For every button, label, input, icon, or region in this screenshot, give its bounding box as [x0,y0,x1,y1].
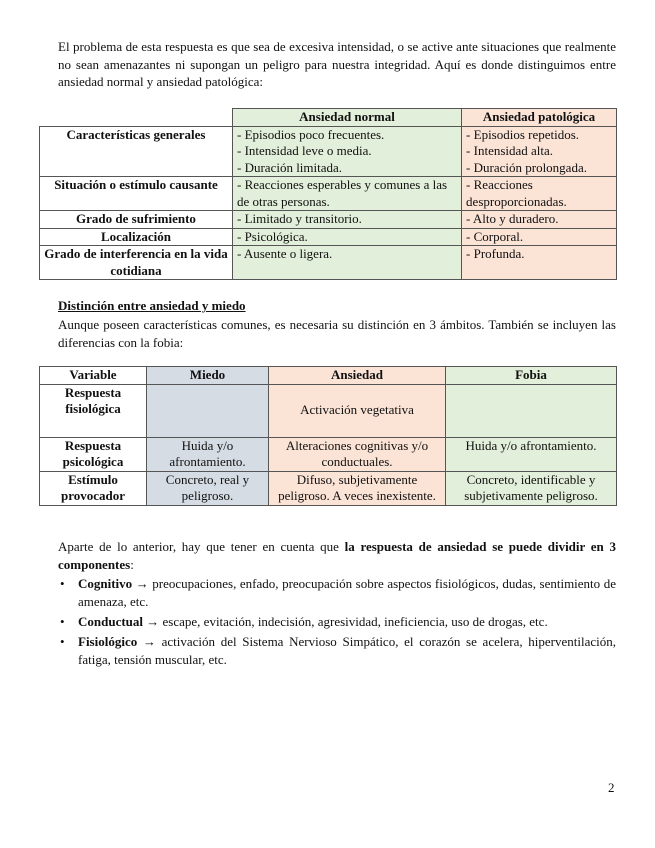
patologica-cell [462,126,617,177]
row-label: Situación o estímulo causante [40,177,233,211]
header-patologica: Ansiedad patológica [462,109,617,127]
normal-cell: - Psicológica. [233,228,462,246]
components-list [58,575,616,671]
component-name: Cognitivo [78,576,133,591]
table-row [40,228,617,246]
components-intro [58,538,616,573]
components-intro-bold: la respuesta de ansiedad se puede dividir en 3 componentes [58,539,616,572]
row-label: Características generales [40,126,233,177]
header-fobia: Fobia [446,367,617,385]
list-item [58,633,616,669]
header-miedo: Miedo [147,367,269,385]
component-name: Conductual [78,614,144,629]
ansiedad-cell: Difuso, subjetivamente peligroso. A veces inexistente. [269,471,446,505]
bullet-icon: • [60,614,65,629]
anxiety-comparison-table [39,108,617,280]
table-row [40,177,617,211]
table-row [40,471,617,505]
row-label: Grado de interferencia en la vida cotidiana [40,246,233,280]
normal-cell [233,126,462,177]
cell-line: - Duración limitada. [237,159,343,175]
row-label: Respuesta psicológica [40,437,147,471]
arrow-icon: → [135,576,149,591]
miedo-cell: Huida y/o afrontamiento. [147,437,269,471]
miedo-cell: Concreto, real y peligroso. [147,471,269,505]
components-intro-end: : [130,556,134,572]
cell-line: - Duración prolongada. [466,159,587,175]
normal-cell: - Reacciones esperables y comunes a las de otras personas. [233,177,462,211]
component-text: activación del Sistema Nervioso Simpático, el corazón se acelera, hiperventilación, fatiga, tensión muscular, etc. [78,634,617,667]
cell-line: - Intensidad alta. [466,143,554,158]
component-name: Fisiológico [78,634,138,649]
component-text: escape, evitación, indecisión, agresividad, ineficiencia, uso de drogas, etc. [159,614,548,629]
patologica-cell: - Reacciones desproporcionadas. [462,177,617,211]
arrow-icon: → [146,614,160,629]
table-row [40,211,617,229]
bullet-icon: • [60,576,65,591]
ansiedad-cell: Alteraciones cognitivas y/o conductuales. [269,437,446,471]
header-ansiedad: Ansiedad [269,367,446,385]
table-row [40,384,617,437]
components-intro-plain: Aparte de lo anterior, hay que tener en cuenta que [58,539,345,554]
miedo-cell [147,384,269,437]
normal-cell: - Limitado y transitorio. [233,211,462,229]
list-item [58,575,616,611]
fobia-cell: Concreto, identificable y subjetivamente peligroso. [446,471,617,505]
bullet-icon: • [60,634,65,649]
section-paragraph: Aunque poseen características comunes, es necesaria su distinción en 3 ámbitos. También se incluyen las diferencias con la fobia: [58,317,616,350]
cell-line: - Intensidad leve o media. [237,143,372,158]
normal-cell: - Ausente o ligera. [233,246,462,280]
row-label: Respuesta fisiológica [40,384,147,437]
cell-line: - Episodios repetidos. [466,126,580,142]
arrow-icon: → [142,634,156,649]
header-variable: Variable [40,367,147,385]
table-row [40,246,617,280]
patologica-cell: - Alto y duradero. [462,211,617,229]
row-label: Localización [40,228,233,246]
table-row [40,126,617,177]
empty-corner-cell [40,109,233,127]
intro-paragraph: El problema de esta respuesta es que sea de excesiva intensidad, o se active ante situaciones que realmente no sean amenazantes ni supongan un peligro para nuestra integridad. Aquí es donde distinguimos entre ansiedad normal y ansiedad patológica: [58,39,616,89]
fobia-cell [446,384,617,437]
patologica-cell: - Corporal. [462,228,617,246]
list-item [58,613,616,631]
fobia-cell: Huida y/o afrontamiento. [446,437,617,471]
row-label: Grado de sufrimiento [40,211,233,229]
table-row [40,437,617,471]
ansiedad-cell: Activación vegetativa [269,384,446,437]
component-text: preocupaciones, enfado, preocupación sobre aspectos fisiológicos, dudas, sentimiento de amenaza, etc. [78,576,616,609]
cell-line: - Episodios poco frecuentes. [237,126,385,142]
patologica-cell: - Profunda. [462,246,617,280]
page-number: 2 [608,780,615,795]
section-title: Distinción entre ansiedad y miedo [58,298,246,313]
header-normal: Ansiedad normal [233,109,462,127]
row-label: Estímulo provocador [40,471,147,505]
fear-anxiety-phobia-table [39,366,617,506]
